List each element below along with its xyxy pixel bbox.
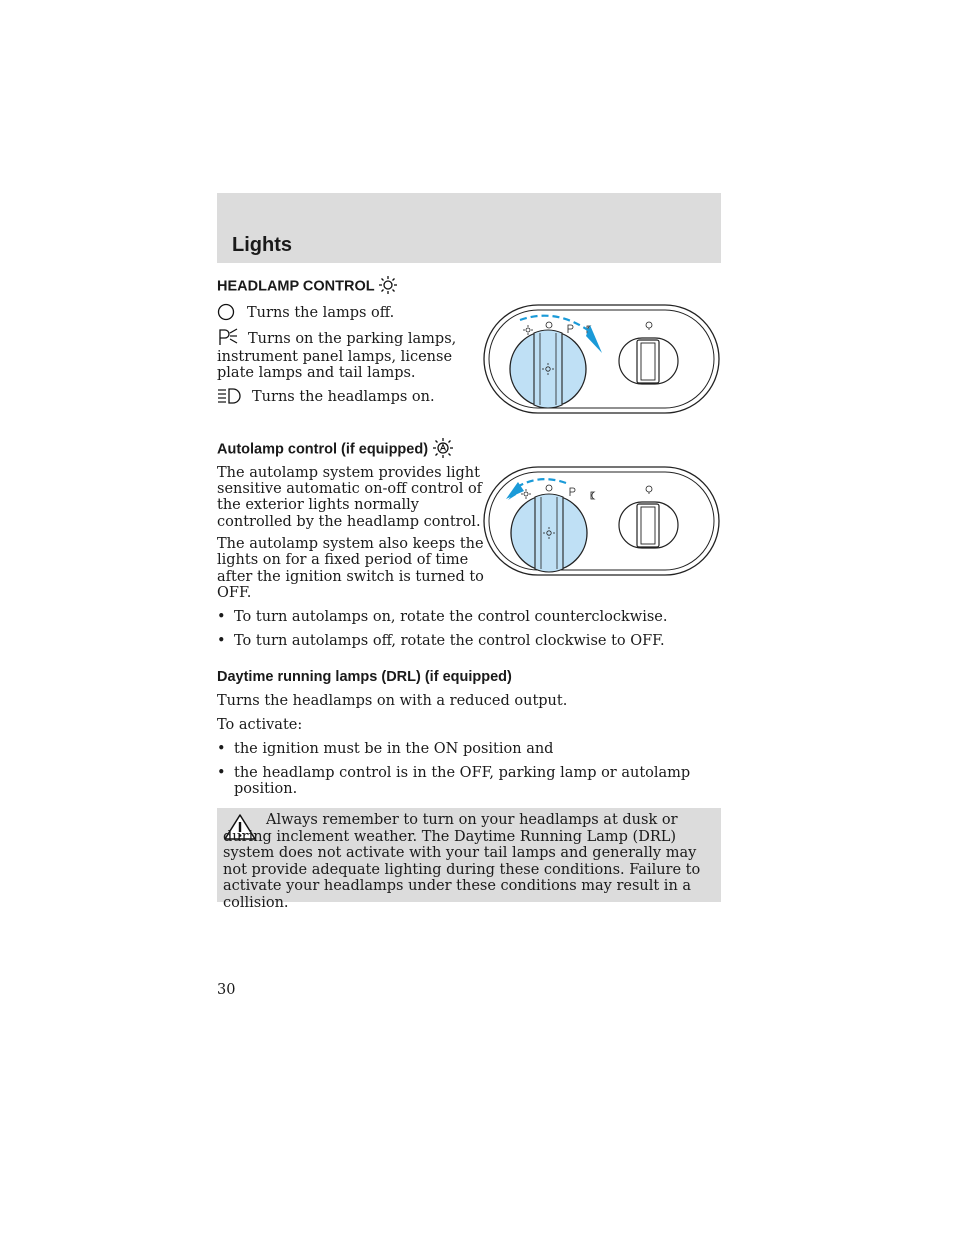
parking-description-line1: Turns on the parking lamps,: [248, 331, 457, 347]
drl-bullet-ignition: [217, 741, 717, 759]
parking-description-line3: plate lamps and tail lamps.: [217, 365, 416, 381]
headlamps-description: Turns the headlamps on.: [252, 389, 435, 405]
autolamp-para2-line1: The autolamp system also keeps the: [217, 536, 484, 552]
autolamp-para2-line2: lights on for a fixed period of time: [217, 552, 469, 568]
parking-lamp-icon: [217, 327, 239, 347]
headlamp-sun-icon: [378, 275, 398, 295]
section-header-band: [217, 193, 721, 263]
drl-para1: Turns the headlamps on with a reduced output.: [217, 693, 568, 709]
bullet-text-line1: the headlamp control is in the OFF, parking lamp or autolamp: [234, 765, 691, 781]
off-circle-icon: [217, 303, 235, 321]
drl-heading: Daytime running lamps (DRL) (if equipped): [217, 669, 512, 685]
autolamp-para1-line3: the exterior lights normally: [217, 497, 419, 513]
autolamp-bullet-off: [217, 633, 717, 651]
bullet-text: To turn autolamps on, rotate the control counterclockwise.: [234, 609, 668, 625]
bullet-dot: •: [217, 741, 226, 757]
bullet-text: the ignition must be in the ON position and: [234, 741, 554, 757]
autolamp-para1-line2: sensitive automatic on-off control of: [217, 481, 483, 497]
autolamp-icon: [432, 437, 454, 459]
autolamp-para2-line4: OFF.: [217, 585, 252, 601]
bullet-dot: •: [217, 633, 226, 649]
drl-bullet-headlamp-control: [217, 765, 717, 801]
autolamp-para2-line3: after the ignition switch is turned to: [217, 569, 484, 585]
drl-para2: To activate:: [217, 717, 303, 733]
autolamp-heading: [217, 440, 454, 459]
autolamp-para1-line1: The autolamp system provides light: [217, 465, 480, 481]
rotary-knob: [511, 494, 587, 572]
headlamp-switch-diagram: [482, 303, 722, 418]
parking-description-line2: instrument panel lamps, license: [217, 349, 453, 365]
thumbwheel-housing: [619, 338, 678, 384]
headlamp-heading: [217, 278, 398, 295]
rotary-knob: [510, 330, 586, 408]
autolamp-heading-text: Autolamp control (if equipped): [217, 441, 429, 458]
off-description: Turns the lamps off.: [247, 305, 395, 321]
section-title: Lights: [232, 234, 292, 256]
autolamp-bullet-on: [217, 609, 717, 627]
headlamp-heading-text: HEADLAMP CONTROL: [217, 278, 375, 295]
bullet-dot: •: [217, 765, 226, 781]
autolamp-switch-diagram: [482, 465, 722, 580]
warning-text: Always remember to turn on your headlamps at dusk or during inclement weather. The Daytime Running Lamp (DRL) system does not activate with your tail lamps and generally may not provide adequate lighting during these conditions. Failure to activate your headlamps under these conditions may result in a collision.: [223, 812, 701, 911]
headlamp-beam-icon: [217, 387, 243, 405]
bullet-dot: •: [217, 609, 226, 625]
thumbwheel-housing: [619, 502, 678, 548]
bullet-text: To turn autolamps off, rotate the control clockwise to OFF.: [234, 633, 665, 649]
autolamp-para1-line4: controlled by the headlamp control.: [217, 514, 481, 530]
page-number: 30: [217, 982, 236, 998]
bullet-text-line2: position.: [234, 781, 298, 797]
